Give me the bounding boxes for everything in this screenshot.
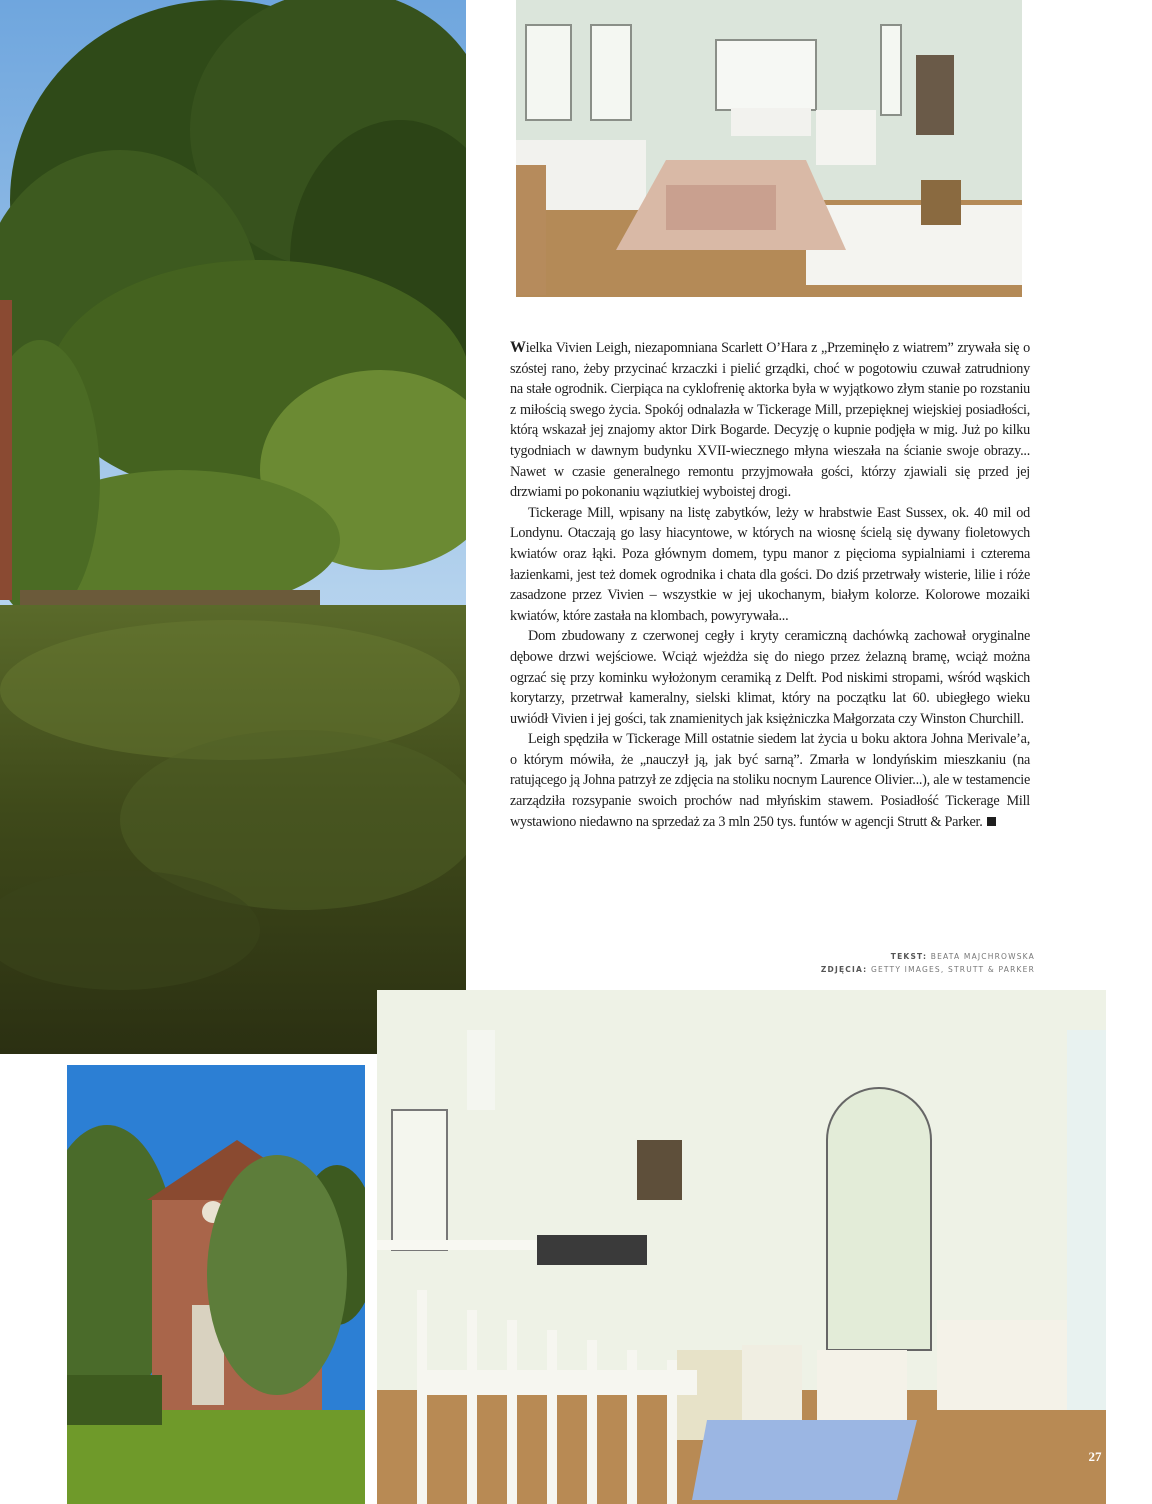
paragraph-1-text: ielka Vivien Leigh, niezapomniana Scarlett O’Hara z „Przeminęło z wiatrem” zrywała się o szóstej rano, żeby przycinać krzaczki i pielić grządki, choć w pogotowiu czuwał zatrudniony na stałe ogrodnik. Cierpiąca na cyklofrenię aktorka była w wyjątkowo złym stanie po rozstaniu z miłością swego życia. Spokój odnalazła w Tickerage Mill, przepięknej wiejskiej posiadłości, którą wskazał jej znajomy aktor Dirk Bogarde. Decyzję o kupnie podjęła w mig. Już po kilku tygodniach w dawnym budynku XVII-wiecznego młyna wieszała na ścianie swoje obrazy... Nawet w czasie generalnego remontu przyjmowała gości, którzy zjawiali się przed jej drzwiami po pokonaniu wąziutkiej wyboistej drogi. bbox=[510, 340, 1030, 501]
lake-photo bbox=[0, 0, 466, 1054]
paragraph-1 bbox=[510, 338, 1030, 503]
kitchen-photo bbox=[377, 990, 1106, 1504]
living-room-photo bbox=[516, 0, 1022, 297]
page-number: 27 bbox=[1088, 1449, 1102, 1464]
article-body bbox=[510, 338, 1030, 832]
text-credit-label: TEKST: bbox=[890, 952, 928, 961]
end-of-article-mark bbox=[987, 817, 996, 826]
paragraph-4-text: Leigh spędziła w Tickerage Mill ostatnie siedem lat życia u boku aktora Johna Merivale’a, o którym mówiła, że „nauczył ją, jak być sarną”. Zmarła w londyńskim mieszkaniu (na ratującego ją Johna patrzył ze zdjęcia na stoliku nocnym Laurence Olivier...), ale w testamencie zarządziła rozsypanie swoich prochów nad młyńskim stawem. Posiadłość Tickerage Mill wystawiono niedawno na sprzedaż za 3 mln 250 tys. funtów w agencji Strutt & Parker. bbox=[510, 731, 1030, 830]
paragraph-3: Dom zbudowany z czerwonej cegły i kryty ceramiczną dachówką zachował oryginalne dębowe drzwi wejściowe. Wciąż wjeżdża się do niego przez żelazną bramę, wciąż można ogrzać się przy kominku wyłożonym ceramiką z Delft. Pod niskimi stropami, wśród wąskich korytarzy, przetrwał kameralny, sielski klimat, który na początku lat 60. ubiegłego wieku uwiódł Vivien i jej gości, tak znamienitych jak księżniczka Małgorzata czy Winston Churchill. bbox=[510, 628, 1030, 727]
paragraph-4 bbox=[510, 729, 1030, 832]
photo-credit-value: GETTY IMAGES, STRUTT & PARKER bbox=[870, 965, 1035, 974]
text-credit bbox=[821, 950, 1035, 963]
text-credit-value: BEATA MAJCHROWSKA bbox=[930, 952, 1035, 961]
garden-pavilion-photo bbox=[67, 1065, 365, 1504]
photo-credit-label: ZDJĘCIA: bbox=[820, 965, 868, 974]
photo-credit bbox=[821, 963, 1035, 976]
paragraph-2: Tickerage Mill, wpisany na listę zabytków, leży w hrabstwie East Sussex, ok. 40 mil od Londynu. Otaczają go lasy hiacyntowe, w których na wiosnę ścielą się dywany fioletowych kwiatów oraz łąki. Poza głównym domem, typu manor z pięcioma sypialniami i czterema łazienkami, jest też domek ogrodnika i chata dla gości. Do dziś przetrwały wisterie, lilie i róże zasadzone przez Vivien – wszystkie w jej ukochanym, białym kolorze. Kolorowe mozaiki kwiatów, które zastała na klombach, powyrywała... bbox=[510, 504, 1030, 624]
credits bbox=[821, 950, 1035, 976]
dropcap: W bbox=[510, 339, 526, 356]
